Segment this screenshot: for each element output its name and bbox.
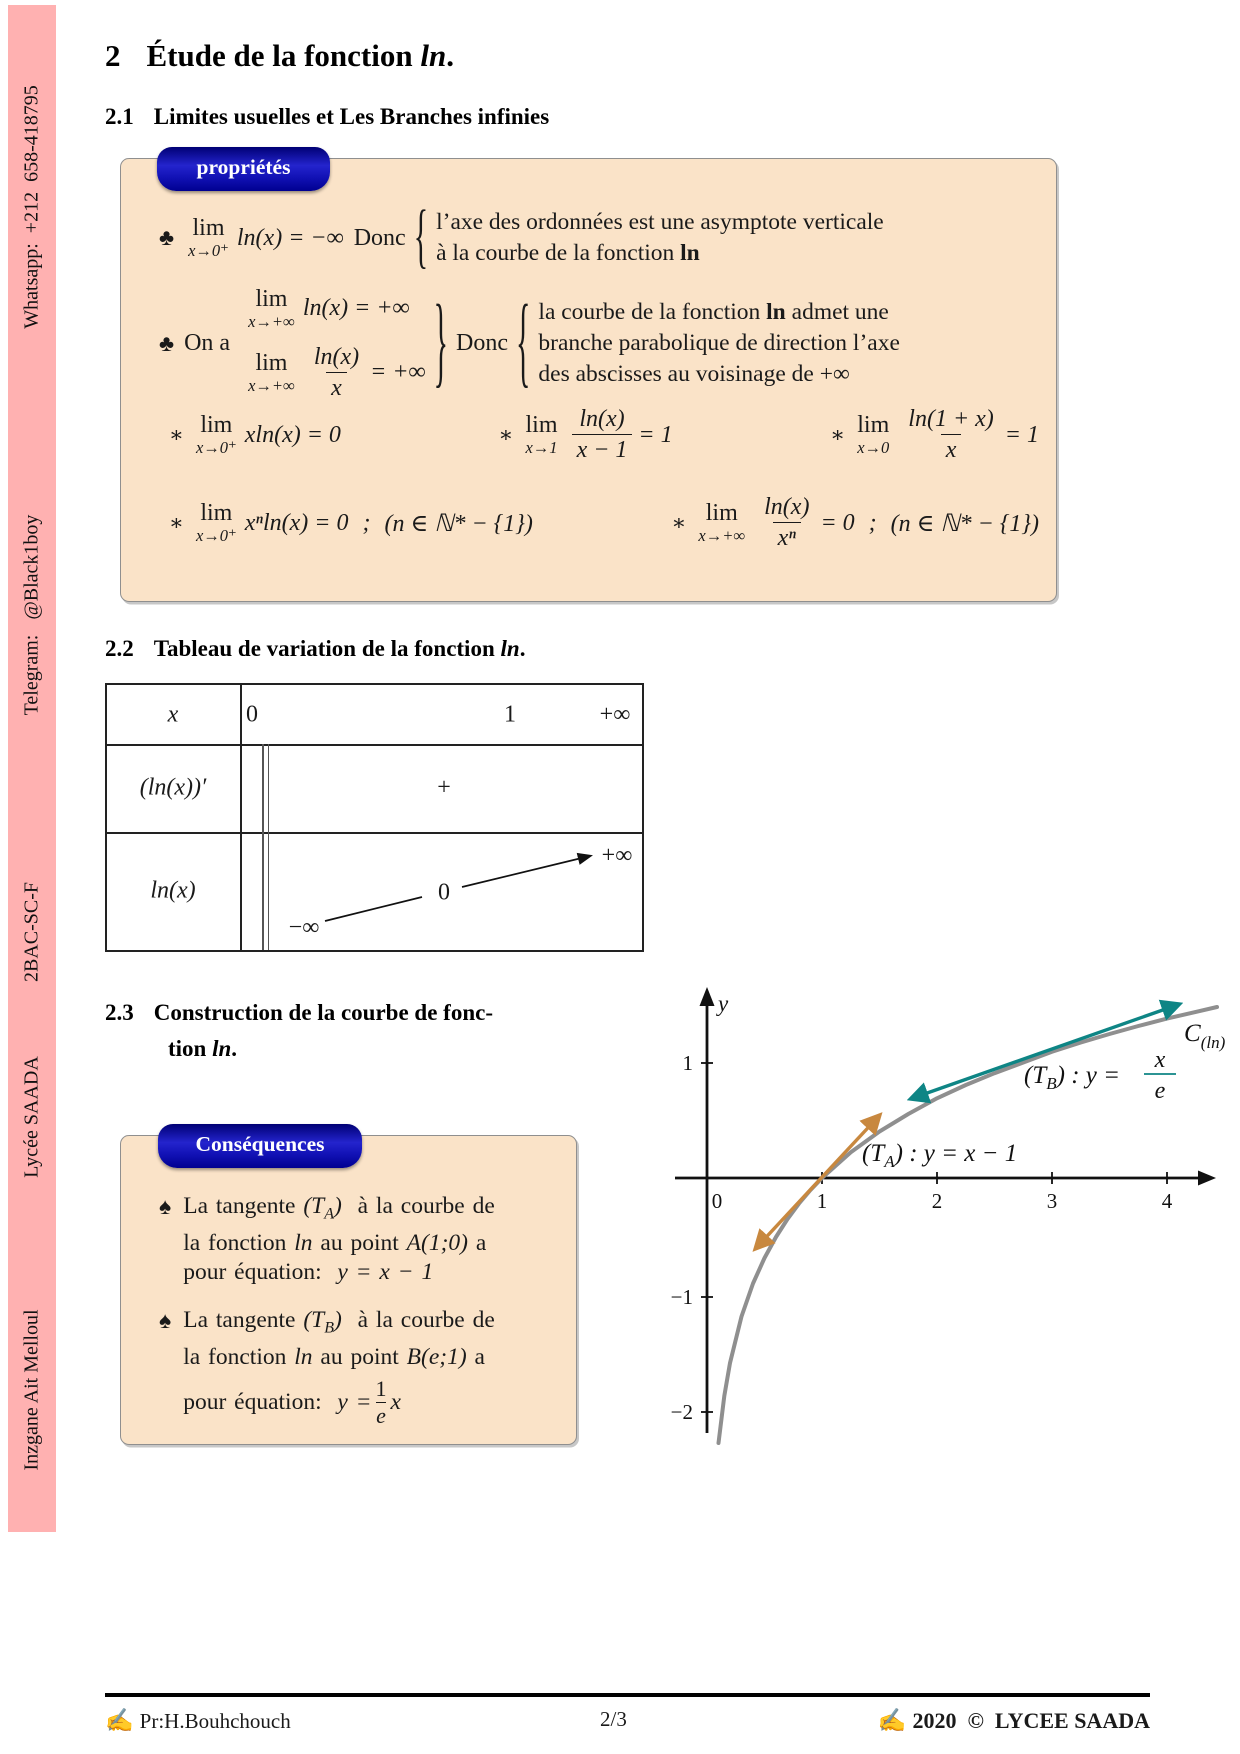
section-21-text: Limites usuelles et Les Branches infinies [153, 104, 550, 129]
table-header-1: 1 [504, 701, 516, 728]
increase-arrow-segment [325, 897, 422, 921]
footer-page-number: 2/3 [600, 1707, 627, 1731]
sidebar-item-whatsapp: Whatsapp: +212 658-418795 [20, 85, 43, 329]
pen-icon: ✍ [105, 1708, 134, 1733]
footer-school: ✍ 2020 © LYCEE SAADA [877, 1708, 1150, 1733]
section-22-number: 2.2 [105, 636, 134, 661]
sidebar-item-class: 2BAC-SC-F [20, 881, 43, 983]
limit-plus-infinity: +∞ [601, 842, 633, 869]
tangent-b-item [159, 1306, 560, 1427]
value-zero: 0 [438, 879, 450, 906]
fraction: $\frac{\ln(x)}{\text{xⁿ}}$ [764, 494, 810, 552]
limit-row-2 [169, 495, 1039, 551]
section-23-text-line1: Construction de la courbe de fonc- [153, 1000, 493, 1025]
x-tick-label: 1 [816, 1189, 828, 1213]
x-tick-label: 4 [1161, 1189, 1173, 1213]
x-axis-arrow-icon [1198, 1171, 1216, 1186]
tangent-a-label: $(T_A)$ : y = x − 1 [862, 1140, 1018, 1171]
lim-block: lim x→+∞ [248, 349, 295, 395]
tangent-b-fraction-denominator: e [1154, 1078, 1166, 1104]
left-brace: { [516, 286, 531, 399]
property-branch [159, 287, 900, 401]
star-icon: ∗ [671, 510, 687, 536]
sidebar-item-telegram: Telegram: @Black1boy [20, 514, 43, 716]
section-23-text-line2: tion [168, 1036, 207, 1061]
left-brace: { [413, 197, 429, 277]
section-2-dot: . [446, 38, 454, 73]
y-axis-label: y [718, 991, 729, 1016]
pen-icon: ✍ [877, 1708, 907, 1733]
limit-ln1px-over-x: ∗ lim x→0 $\frac{\ln(1 + x)}{x}$ = 1 [830, 406, 1039, 464]
club-icon: ♣ [159, 330, 175, 356]
section-21-title [105, 104, 549, 130]
club-icon: ♣ [159, 225, 175, 250]
footer-author: ✍ Pr:H.Bouhchouch [105, 1708, 291, 1733]
fraction: $\frac{\ln(x)}{x}$ [313, 343, 360, 401]
consequences-tab: Conséquences [158, 1124, 362, 1168]
section-2-ln: ln [420, 38, 447, 73]
lim-block: lim x→+∞ [698, 500, 746, 546]
increase-arrow-segment [462, 856, 590, 887]
tangent-b-label: $(T_B)$ : y = [1024, 1062, 1120, 1093]
footer-rule [105, 1693, 1150, 1697]
sidebar-item-school: Lycée SAADA [20, 1056, 43, 1178]
property-text: la courbe de la fonction ln admet une branche parabolique de direction l’axe des abscisses au voisinage de +∞ [538, 299, 900, 388]
section-22-text: Tableau de variation de la fonction [153, 636, 495, 661]
y-tick-label: −2 [670, 1400, 693, 1424]
variation-arrow [107, 685, 638, 946]
table-header-x: x [167, 701, 179, 728]
properties-tab: propriétés [157, 147, 330, 191]
tangent-b-text: La tangente $(T_B)$ à la courbe de la fonction ln au point B(e;1) a pour équation: y = $\frac{1}{e}$ x [183, 1307, 495, 1428]
consequences-box [120, 1135, 577, 1445]
tangent-a-line [757, 1117, 878, 1247]
fraction: $\frac{\ln(1 + x)}{x}$ [908, 406, 994, 464]
limit-xlnx: ∗ lim x→0⁺ xln(x) = 0 [169, 412, 341, 458]
lim-block: lim x→0⁺ [195, 412, 237, 458]
star-icon: ∗ [498, 422, 514, 448]
section-23-ln: ln [212, 1036, 232, 1061]
section-23-title [105, 995, 493, 1067]
y-axis-arrow-icon [700, 987, 715, 1006]
donc-word: Donc [456, 330, 509, 357]
on-a-word: On a [184, 330, 231, 357]
section-23-dot: . [231, 1036, 238, 1061]
star-icon: ∗ [169, 510, 184, 536]
property-text: l’axe des ordonnées est une asymptote verticale à la courbe de la fonction ln [436, 209, 884, 266]
fraction: $\frac{1}{e}$ [375, 1375, 387, 1428]
section-22-ln: ln [500, 636, 520, 661]
property-limit-zero [159, 197, 884, 277]
limit-lnx-over-xn: ∗ lim x→+∞ $\frac{\ln(x)}{\text{xⁿ}}$ = 0 ; (n ∈ ℕ* − {1}) [671, 494, 1039, 552]
table-header-0: 0 [246, 701, 258, 728]
fraction: $\frac{\ln(x)}{x - 1}$ [572, 407, 633, 463]
donc-word: Donc [353, 224, 406, 251]
ln-curve [719, 1007, 1218, 1443]
limit-minus-infinity: −∞ [288, 914, 320, 941]
lim-block: lim x→+∞ [248, 286, 295, 331]
table-header-infinity: +∞ [599, 701, 631, 728]
section-22-title [105, 636, 525, 662]
limit-stack: lim x→+∞ ln(x) = +∞ lim x→+∞ $\frac{\ln(x)}{x}$ = +∞ [248, 286, 426, 401]
section-2-text: Étude de la fonction [146, 38, 413, 73]
y-tick-label: −1 [670, 1285, 693, 1309]
function-row-label: ln(x) [150, 877, 196, 904]
properties-box [120, 158, 1057, 602]
section-2-number: 2 [105, 38, 121, 73]
x-tick-label: 2 [931, 1189, 943, 1213]
lim-block: lim x→0⁺ [195, 500, 237, 546]
section-22-dot: . [519, 636, 526, 661]
sidebar-item-city: Inzgane Ait Melloul [20, 1309, 43, 1471]
star-icon: ∗ [169, 422, 184, 448]
x-tick-label: 3 [1046, 1189, 1058, 1213]
derivative-row-label: (ln(x))′ [139, 774, 207, 801]
limit-expression: ln(x) = −∞ [236, 224, 344, 251]
limit-lnx-over-x-1: ∗ lim x→1 $\frac{\ln(x)}{x - 1}$ = 1 [498, 406, 673, 464]
tangent-a-text: La tangente $(T_A)$ à la courbe de la fonction ln au point A(1;0) a pour équation: y = x − 1 [183, 1193, 495, 1285]
limit-row-1 [169, 407, 1039, 463]
section-21-number: 2.1 [105, 104, 134, 129]
lim-block: lim x→0 [857, 412, 890, 458]
y-tick-label: 1 [682, 1051, 693, 1075]
derivative-sign: + [437, 774, 451, 801]
curve-label: $C_{(ln)}$ [1184, 1020, 1226, 1052]
right-brace: } [433, 286, 449, 399]
x-tick-label: 0 [711, 1189, 723, 1213]
star-icon: ∗ [830, 422, 846, 448]
lim-block: lim x→1 [525, 412, 558, 458]
spade-icon: ♠ [159, 1194, 172, 1219]
tangent-b-fraction-numerator: x [1154, 1047, 1166, 1073]
lim-block: lim x→0⁺ [188, 215, 229, 261]
tangent-a-item [159, 1192, 560, 1286]
section-23-number: 2.3 [105, 1000, 134, 1025]
ln-curve-graph [600, 975, 1240, 1475]
limit-xn-lnx: ∗ lim x→0⁺ xⁿln(x) = 0 ; (n ∈ ℕ* − {1}) [169, 500, 533, 546]
variation-table [105, 683, 644, 952]
section-2-title [105, 38, 454, 74]
spade-icon: ♠ [159, 1308, 172, 1334]
